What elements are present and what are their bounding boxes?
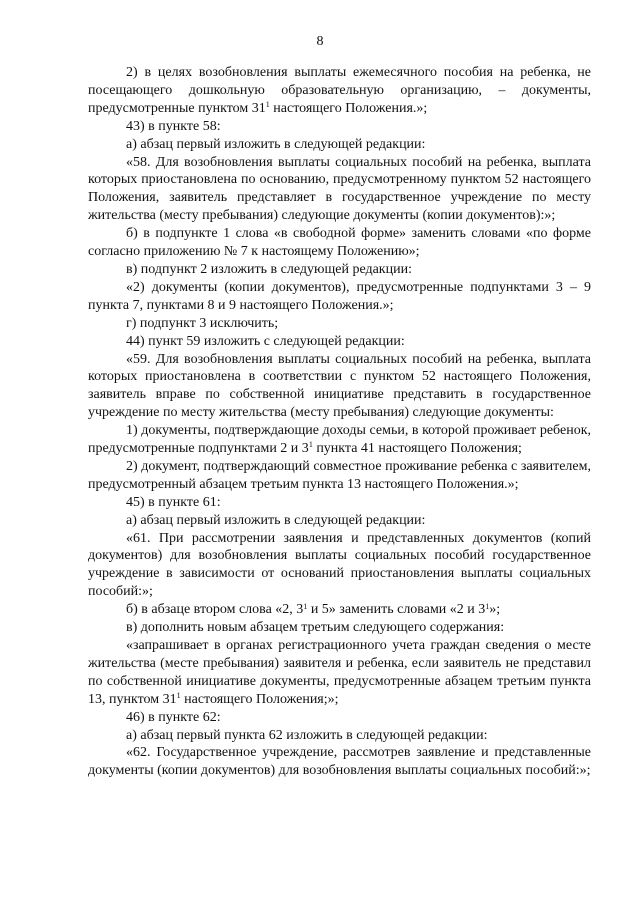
paragraph-p05 [88, 225, 591, 261]
superscript: 1 [303, 601, 308, 611]
text-run: настоящего Положения.»; [269, 100, 428, 116]
text-run: а) абзац первый пункта 62 изложить в следующей редакции: [126, 727, 488, 743]
paragraph-p13 [88, 494, 591, 512]
page-number: 8 [316, 34, 324, 49]
superscript: 1 [176, 691, 181, 701]
text-run: «62. Государственное учреждение, рассмотрев заявление и представленные документы (копии документов) для возобновления выплаты социальных пособий:»; [88, 745, 591, 779]
paragraph-p01 [88, 64, 591, 118]
paragraph-p07 [88, 279, 591, 315]
text-run: 2) в целях возобновления выплаты ежемесячного пособия на ребенка, не посещающего дошкольную образовательную организацию, – документы, предусмотренные пунктом 31 [88, 65, 591, 116]
paragraph-p11 [88, 422, 591, 458]
paragraph-p21 [88, 744, 591, 780]
text-run: «58. Для возобновления выплаты социальных пособий на ребенка, выплата которых приостановлена по основанию, предусмотренному пунктом 52 настоящего Положения, заявитель представляет в государственное учреждение по месту жительства (месту пребывания) следующие документы (копии документов):»; [88, 154, 591, 224]
paragraph-p15 [88, 530, 591, 602]
text-run: 43) в пункте 58: [126, 118, 221, 134]
text-run: в) дополнить новым абзацем третьим следующего содержания: [126, 620, 505, 636]
text-run: г) подпункт 3 исключить; [126, 315, 279, 331]
paragraph-p08 [88, 315, 591, 333]
text-run: и 5» заменить словами «2 и 3 [307, 602, 486, 618]
paragraph-p17 [88, 619, 591, 637]
document-body [88, 64, 591, 780]
superscript: 1 [265, 100, 270, 110]
paragraph-p04 [88, 154, 591, 226]
paragraph-p20 [88, 727, 591, 745]
text-run: 46) в пункте 62: [126, 709, 221, 725]
paragraph-p03 [88, 136, 591, 154]
text-run: »; [489, 602, 501, 618]
text-run: б) в абзаце втором слова «2, 3 [126, 602, 304, 618]
text-run: «59. Для возобновления выплаты социальных пособий на ребенка, выплата которых приостановлена в соответствии с пунктом 52 настоящего Положения, заявитель вправе по собственной инициативе представить в государственное учреждение по месту жительства (месту пребывания) следующие документы: [88, 351, 591, 421]
paragraph-p19 [88, 709, 591, 727]
text-run: 45) в пункте 61: [126, 494, 221, 510]
paragraph-p16 [88, 601, 591, 619]
paragraph-p14 [88, 512, 591, 530]
text-run: «61. При рассмотрении заявления и представленных документов (копий документов) для возобновления выплаты социальных пособий государственное учреждение в зависимости от оснований приостановления выплаты социальных пособий:»; [88, 530, 591, 600]
text-run: 44) пункт 59 изложить с следующей редакции: [126, 333, 405, 349]
paragraph-p02 [88, 118, 591, 136]
text-run: «2) документы (копии документов), предусмотренные подпунктами 3 – 9 пункта 7, пунктами 8 и 9 настоящего Положения.»; [88, 279, 591, 313]
text-run: «запрашивает в органах регистрационного учета граждан сведения о месте жительства (месте пребывания) заявителя и ребенка, если заявитель не представил по собственной инициативе документы, предусмотренные абзацем третьим пункта 13, пунктом 31 [88, 638, 591, 707]
text-run: б) в подпункте 1 слова «в свободной форме» заменить словами «по форме согласно приложению № 7 к настоящему Положению»; [88, 226, 591, 260]
paragraph-p12 [88, 458, 591, 494]
text-run: в) подпункт 2 изложить в следующей редакции: [126, 261, 412, 277]
text-run: а) абзац первый изложить в следующей редакции: [126, 512, 426, 528]
paragraph-p06 [88, 261, 591, 279]
superscript: 1 [308, 440, 313, 450]
text-run: настоящего Положения;»; [180, 691, 339, 707]
superscript: 1 [485, 601, 490, 611]
text-run: пункта 41 настоящего Положения; [312, 441, 522, 457]
paragraph-p09 [88, 333, 591, 351]
text-run: 1) документы, подтверждающие доходы семьи, в которой проживает ребенок, предусмотренные подпунктами 2 и 3 [88, 423, 591, 457]
text-run: 2) документ, подтверждающий совместное проживание ребенка с заявителем, предусмотренный абзацем третьим пункта 13 настоящего Положения.»; [88, 458, 591, 492]
paragraph-p10 [88, 351, 591, 423]
paragraph-p18 [88, 637, 591, 709]
text-run: а) абзац первый изложить в следующей редакции: [126, 136, 426, 152]
